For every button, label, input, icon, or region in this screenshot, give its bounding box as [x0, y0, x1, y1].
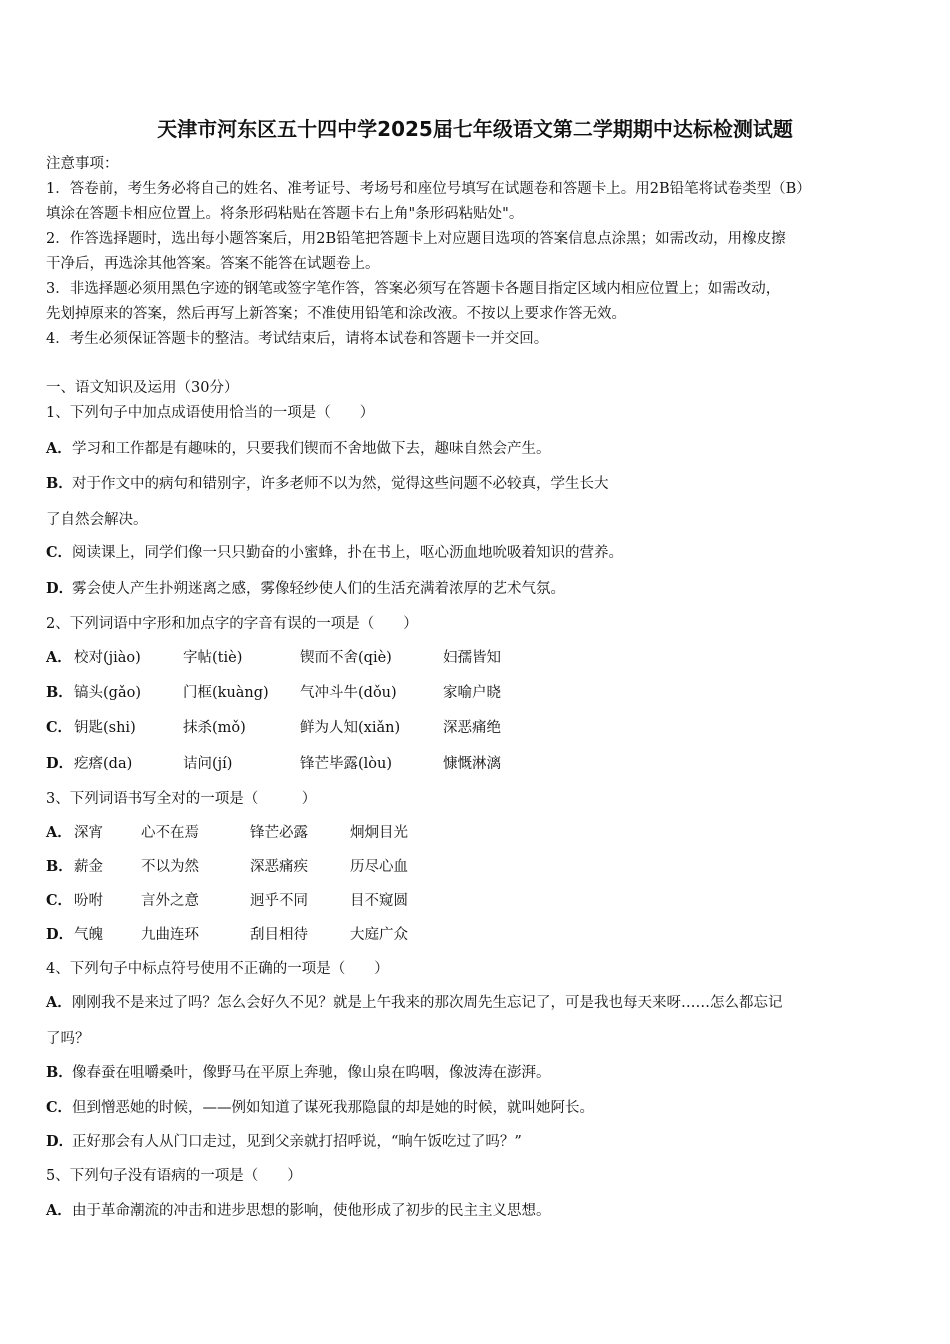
option-tag: C．	[46, 1099, 73, 1116]
q1-option-a	[46, 437, 551, 458]
q2-cell: 锋芒毕露(lòu)	[300, 756, 393, 772]
q3-cell: 言外之意	[141, 893, 199, 909]
q2-cell: 钥匙(shi)	[74, 720, 136, 736]
q2-row-tag: B．	[46, 684, 73, 701]
question-1-stem: 1、下列句子中加点成语使用恰当的一项是（ ）	[46, 405, 375, 421]
q2-cell: 气冲斗牛(dǒu)	[300, 685, 397, 701]
q2-cell: 字帖(tiè)	[183, 650, 243, 666]
q2-cell: 诘问(jí)	[183, 756, 233, 772]
q1-option-b	[46, 472, 609, 493]
q4-option-c	[46, 1096, 594, 1117]
q3-cell: 炯炯目光	[350, 825, 408, 841]
q3-cell: 吩咐	[74, 893, 103, 909]
option-text: 阅读课上，同学们像一只只勤奋的小蜜蜂，扑在书上，呕心沥血地吮吸着知识的营养。	[72, 545, 623, 561]
q3-cell: 锋芒必露	[250, 825, 308, 841]
question-2-stem: 2、下列词语中字形和加点字的字音有误的一项是（ ）	[46, 616, 418, 632]
option-text: 学习和工作都是有趣味的，只要我们锲而不舍地做下去，趣味自然会产生。	[72, 441, 551, 457]
notice-line: 先划掉原来的答案，然后再写上新答案；不准使用铅笔和涂改液。不按以上要求作答无效。	[46, 306, 626, 322]
notice-line: 4．考生必须保证答题卡的整洁。考试结束后，请将本试卷和答题卡一并交回。	[46, 331, 549, 347]
option-tag: D．	[46, 1133, 74, 1150]
option-tag: A．	[46, 440, 72, 457]
q1-option-d	[46, 577, 565, 598]
q3-cell: 深恶痛疾	[250, 859, 308, 875]
q2-cell: 深恶痛绝	[443, 720, 501, 736]
option-tag: A．	[46, 994, 72, 1011]
q3-cell: 迥乎不同	[250, 893, 308, 909]
q2-cell: 家喻户晓	[443, 685, 501, 701]
option-tag: B．	[46, 475, 73, 492]
q2-cell: 校对(jiào)	[74, 650, 141, 666]
q2-cell: 鲜为人知(xiǎn)	[300, 720, 401, 736]
notice-heading: 注意事项：	[46, 156, 119, 172]
question-4-stem: 4、下列句子中标点符号使用不正确的一项是（ ）	[46, 961, 389, 977]
q3-row-tag: A．	[46, 824, 72, 841]
question-3-stem: 3、下列词语书写全对的一项是（ ）	[46, 791, 317, 807]
option-text: 由于革命潮流的冲击和进步思想的影响，使他形成了初步的民主主义思想。	[72, 1203, 551, 1219]
option-text: 对于作文中的病句和错别字，许多老师不以为然，觉得这些问题不必较真，学生长大	[72, 476, 609, 492]
q2-cell: 门框(kuàng)	[183, 685, 269, 701]
q4-option-a	[46, 991, 783, 1012]
option-text: 雾会使人产生扑朔迷离之感，雾像轻纱使人们的生活充满着浓厚的艺术气氛。	[72, 581, 565, 597]
option-text: 正好那会有人从门口走过，见到父亲就打招呼说，“晌午饭吃过了吗？”	[72, 1134, 522, 1150]
q2-cell: 妇孺皆知	[443, 650, 501, 666]
q3-row-tag: C．	[46, 892, 73, 909]
q2-row-tag: A．	[46, 649, 72, 666]
option-text: 但到憎恶她的时候，——例如知道了谋死我那隐鼠的却是她的时候，就叫她阿长。	[72, 1100, 594, 1116]
q2-cell: 锲而不舍(qiè)	[300, 650, 392, 666]
q2-row-tag: C．	[46, 719, 73, 736]
q3-cell: 深宵	[74, 825, 103, 841]
q4-option-a-cont: 了吗？	[46, 1031, 90, 1047]
q2-cell: 抹杀(mǒ)	[183, 720, 246, 736]
option-tag: A．	[46, 1202, 72, 1219]
q3-cell: 不以为然	[141, 859, 199, 875]
section-heading: 一、语文知识及运用（30分）	[46, 380, 239, 396]
q3-cell: 大庭广众	[350, 927, 408, 943]
q3-cell: 气魄	[74, 927, 103, 943]
q5-option-a	[46, 1199, 551, 1220]
notice-line: 3．非选择题必须用黑色字迹的钢笔或签字笔作答，答案必须写在答题卡各题目指定区域内相应位置上；如需改动，	[46, 281, 781, 297]
q3-cell: 薪金	[74, 859, 103, 875]
q3-row-tag: D．	[46, 926, 74, 943]
notice-line: 1．答卷前，考生务必将自己的姓名、准考证号、考场号和座位号填写在试题卷和答题卡上。用2B铅笔将试卷类型（B）	[46, 181, 811, 197]
q3-cell: 目不窥圆	[350, 893, 408, 909]
q2-cell: 慷慨淋漓	[443, 756, 501, 772]
q1-option-c	[46, 541, 623, 562]
option-text: 像春蚕在咀嚼桑叶，像野马在平原上奔驰，像山泉在呜咽，像波涛在澎湃。	[72, 1065, 551, 1081]
question-5-stem: 5、下列句子没有语病的一项是（ ）	[46, 1168, 302, 1184]
q2-row-tag: D．	[46, 755, 74, 772]
option-text: 刚刚我不是来过了吗？怎么会好久不见？就是上午我来的那次周先生忘记了，可是我也每天来呀……怎么都忘记	[72, 995, 783, 1011]
notice-line: 填涂在答题卡相应位置上。将条形码粘贴在答题卡右上角"条形码粘贴处"。	[46, 206, 524, 222]
q3-cell: 心不在焉	[141, 825, 199, 841]
q3-row-tag: B．	[46, 858, 73, 875]
option-tag: C．	[46, 544, 73, 561]
page-title: 天津市河东区五十四中学2025届七年级语文第二学期期中达标检测试题	[157, 117, 793, 141]
q3-cell: 九曲连环	[141, 927, 199, 943]
q2-cell: 镐头(gǎo)	[74, 685, 141, 701]
q3-cell: 历尽心血	[350, 859, 408, 875]
notice-line: 2．作答选择题时，选出每小题答案后，用2B铅笔把答题卡上对应题目选项的答案信息点涂黑；如需改动，用橡皮擦	[46, 231, 786, 247]
notice-line: 干净后，再选涂其他答案。答案不能答在试题卷上。	[46, 256, 380, 272]
q2-cell: 疙瘩(da)	[74, 756, 133, 772]
q4-option-b	[46, 1061, 551, 1082]
q4-option-d	[46, 1130, 522, 1151]
option-tag: D．	[46, 580, 74, 597]
q1-option-b-cont: 了自然会解决。	[46, 512, 148, 528]
q3-cell: 刮目相待	[250, 927, 308, 943]
option-tag: B．	[46, 1064, 73, 1081]
